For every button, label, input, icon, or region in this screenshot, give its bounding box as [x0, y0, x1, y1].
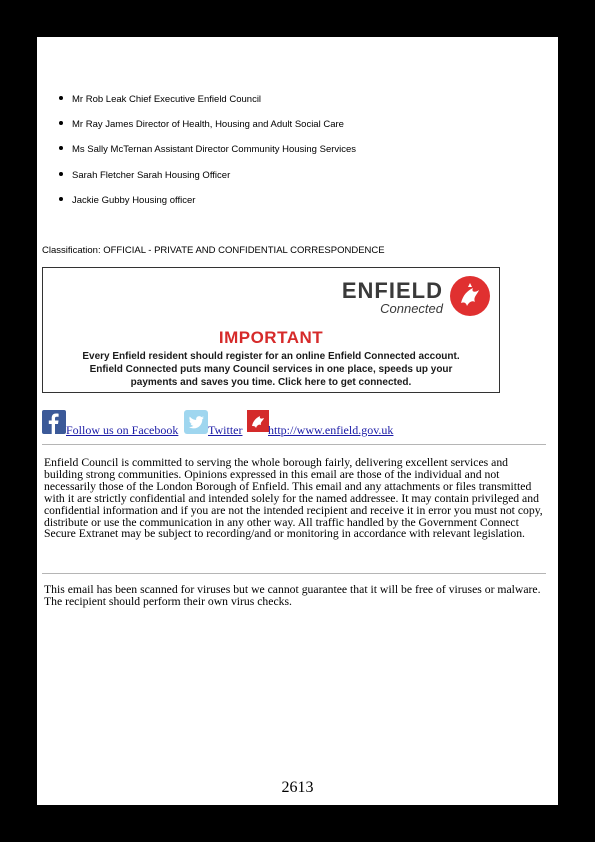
twitter-icon[interactable] [184, 410, 208, 434]
banner-text-line: Every Enfield resident should register for an online Enfield Connected account. [82, 351, 460, 362]
disclaimer-text: Enfield Council is committed to serving the whole borough fairly, delivering excellent services and building strong communities. Opinions expressed in this email are those of the individual and not necessarily those of the London Borough of Enfield. This email and any attachments or files transmitted with it are strictly confidential and intended solely for the named addressee. It may contain privileged and confidential information and if you are not the intended recipient and receive it in error you must not copy, distribute or use the communication in any other way. All traffic handled by the Government Connect Secure Extranet may be subject to recording/and or monitoring in accordance with relevant legislation. [44, 456, 543, 541]
important-heading: IMPORTANT [218, 328, 324, 347]
bullet-icon [59, 121, 63, 125]
brand-subtitle: Connected [380, 301, 443, 316]
virus-notice-text: This email has been scanned for viruses but we cannot guarantee that it will be free of viruses or malware. The recipient should perform their own virus checks. [44, 583, 541, 608]
list-item: Mr Ray James Director of Health, Housing and Adult Social Care [59, 119, 344, 130]
document-page [37, 37, 558, 805]
social-links [42, 410, 552, 440]
enfield-crest-icon[interactable] [247, 410, 269, 432]
twitter-link[interactable]: Twitter [208, 423, 243, 437]
facebook-icon[interactable] [42, 410, 66, 434]
website-link[interactable]: http://www.enfield.gov.uk [268, 423, 394, 437]
list-item: Mr Rob Leak Chief Executive Enfield Council [59, 94, 261, 105]
enfield-connected-banner[interactable] [42, 267, 500, 393]
bullet-icon [59, 96, 63, 100]
list-item: Ms Sally McTernan Assistant Director Community Housing Services [59, 144, 356, 155]
banner-text-line: Enfield Connected puts many Council services in one place, speeds up your [89, 364, 453, 375]
divider [42, 444, 546, 445]
list-item: Sarah Fletcher Sarah Housing Officer [59, 170, 230, 181]
banner-text-line: payments and saves you time. Click here to get connected. [130, 377, 412, 388]
list-item: Jackie Gubby Housing officer [59, 195, 195, 206]
page-number: 2613 [281, 779, 314, 796]
enfield-dragon-logo-icon [449, 275, 491, 317]
bullet-icon [59, 146, 63, 150]
bullet-icon [59, 172, 63, 176]
facebook-link[interactable]: Follow us on Facebook [66, 423, 179, 437]
bullet-icon [59, 197, 63, 201]
classification-label: Classification: OFFICIAL - PRIVATE AND CONFIDENTIAL CORRESPONDENCE [42, 245, 385, 256]
brand-name: ENFIELD [341, 278, 443, 303]
divider [42, 573, 546, 574]
